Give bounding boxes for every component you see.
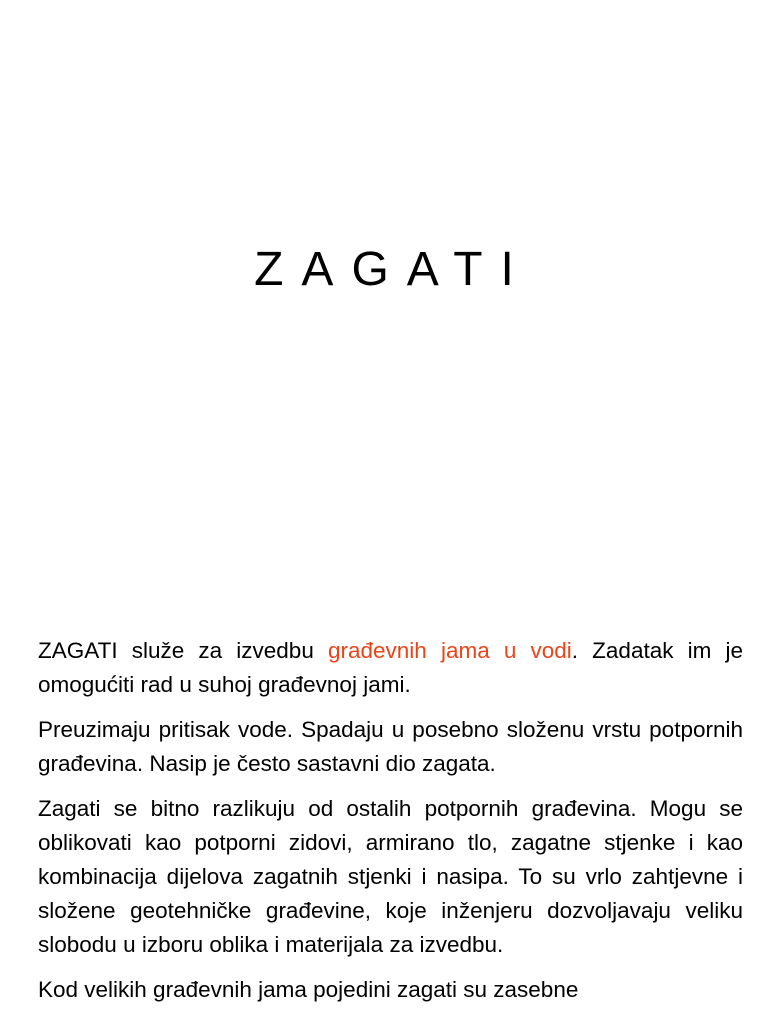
paragraph-1: [38, 634, 743, 702]
highlighted-phrase: građevnih jama u vodi: [327, 638, 572, 663]
paragraph-1-text-start: ZAGATI služe za izvedbu: [38, 638, 328, 663]
page-title: ZAGATI: [254, 243, 532, 296]
paragraph-1-text-end: . Zadatak im je omogućiti rad u suhoj građevnoj jami.: [38, 638, 743, 697]
paragraph-2: Preuzimaju pritisak vode. Spadaju u posebno složenu vrstu potpornih građevina. Nasip je često sastavni dio zagata.: [38, 717, 743, 776]
body-text: [38, 634, 743, 1018]
paragraph-3: Zagati se bitno razlikuju od ostalih potpornih građevina. Mogu se oblikovati kao potporni zidovi, armirano tlo, zagatne stjenke i kao kombinacija dijelova zagatnih stjenki i nasipa. To su vrlo zahtjevne i složene geotehničke građevine, koje inženjeru dozvoljavaju veliku slobodu u izboru oblika i materijala za izvedbu.: [38, 796, 743, 957]
paragraph-4: Kod velikih građevnih jama pojedini zagati su zasebne: [38, 977, 579, 1002]
